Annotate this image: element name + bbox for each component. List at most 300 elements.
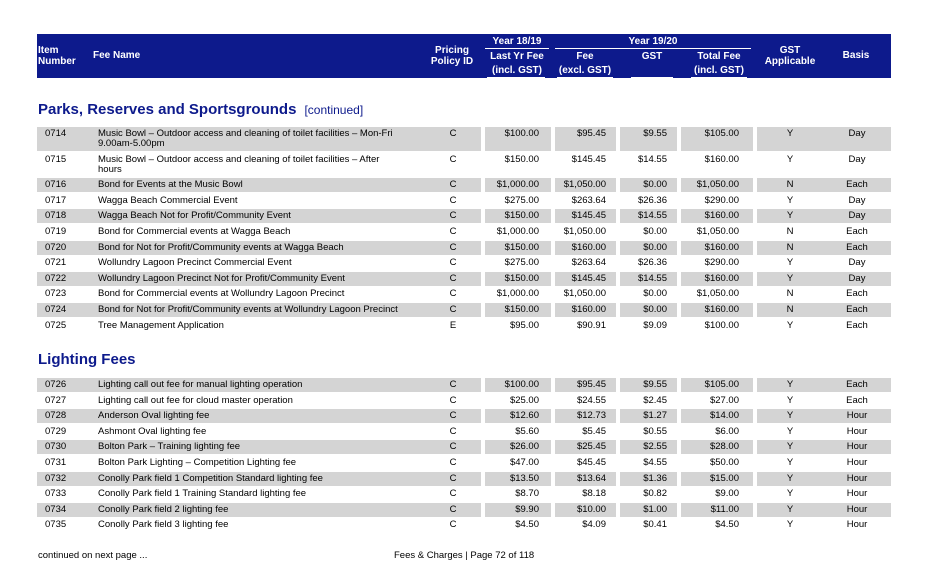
cell-gst-applicable: Y <box>786 194 794 206</box>
cell-last-year-fee: $100.00 <box>504 379 539 390</box>
table-row <box>37 518 891 532</box>
cell-item-number: 0731 <box>45 457 67 468</box>
column-gap <box>753 319 757 333</box>
cell-gst: $14.55 <box>637 153 667 165</box>
cell-total-fee: $14.00 <box>709 410 739 422</box>
cell-gst-applicable: N <box>786 288 794 300</box>
table-row <box>37 178 891 192</box>
cell-gst: $0.00 <box>643 304 667 315</box>
year-1920-rule <box>555 48 751 49</box>
cell-pricing-policy: C <box>449 488 457 500</box>
column-gap <box>753 472 757 486</box>
cell-item-number: 0727 <box>45 394 67 406</box>
cell-gst-applicable: N <box>786 304 794 315</box>
column-gap <box>753 378 757 392</box>
fee-name-line1: Wagga Beach Commercial Event <box>98 194 238 206</box>
fee-name-line1: Bond for Not for Profit/Community events at Wagga Beach <box>98 241 344 253</box>
fee-name-line1: Bolton Park – Training lighting fee <box>98 441 241 453</box>
cell-gst: $0.55 <box>643 425 667 437</box>
cell-item-number: 0729 <box>45 425 67 437</box>
cell-basis: Each <box>846 226 868 237</box>
cell-fee-excl-gst: $24.55 <box>576 394 606 406</box>
cell-pricing-policy: C <box>449 394 457 406</box>
cell-gst: $9.09 <box>643 319 667 331</box>
underline-fee <box>557 77 613 78</box>
cell-total-fee: $100.00 <box>704 319 739 331</box>
column-gap <box>753 194 757 208</box>
column-gap <box>753 225 757 239</box>
cell-fee-name <box>98 520 428 530</box>
header-item-line2: Number <box>38 56 76 67</box>
section-continued-label: [continued] <box>304 103 364 117</box>
cell-fee-name <box>98 442 428 452</box>
table-row <box>37 127 891 151</box>
header-fee-excl: (excl. GST) <box>558 65 612 76</box>
table-header <box>37 34 891 78</box>
column-gap <box>753 487 757 501</box>
section-title-lighting <box>38 351 136 368</box>
cell-gst: $0.00 <box>643 179 667 191</box>
cell-fee-excl-gst: $45.45 <box>576 457 606 468</box>
cell-basis: Each <box>846 379 868 390</box>
cell-total-fee: $160.00 <box>704 304 739 315</box>
cell-basis: Day <box>848 257 866 269</box>
cell-last-year-fee: $95.00 <box>509 319 539 331</box>
cell-total-fee: $1,050.00 <box>696 226 739 237</box>
cell-pricing-policy: C <box>449 210 457 222</box>
fee-name-line1: Bond for Not for Profit/Community events at Wollundry Lagoon Precinct <box>98 304 398 315</box>
fee-name-line1: Conolly Park field 2 lighting fee <box>98 503 229 515</box>
cell-gst: $0.00 <box>643 241 667 253</box>
cell-basis: Day <box>848 194 866 206</box>
cell-fee-name <box>98 505 428 515</box>
cell-fee-name <box>98 427 428 437</box>
cell-fee-name <box>98 129 428 149</box>
cell-fee-excl-gst: $5.45 <box>582 425 606 437</box>
cell-gst-applicable: Y <box>786 379 794 390</box>
cell-pricing-policy: C <box>449 241 457 253</box>
table-row <box>37 409 891 423</box>
column-gap <box>753 256 757 270</box>
cell-fee-name <box>98 243 428 253</box>
cell-total-fee: $15.00 <box>709 472 739 484</box>
header-gst: GST <box>641 51 663 62</box>
cell-gst: $1.27 <box>643 410 667 422</box>
column-gap <box>753 394 757 408</box>
cell-gst-applicable: Y <box>786 210 794 222</box>
cell-fee-name <box>98 458 428 468</box>
cell-basis: Each <box>846 304 868 315</box>
cell-gst-applicable: Y <box>786 488 794 500</box>
cell-last-year-fee: $1,000.00 <box>496 179 539 191</box>
cell-basis: Each <box>846 288 868 300</box>
cell-basis: Hour <box>846 425 868 437</box>
cell-item-number: 0722 <box>45 272 67 284</box>
column-gap <box>753 409 757 423</box>
cell-gst: $0.00 <box>643 226 667 237</box>
cell-pricing-policy: C <box>449 472 457 484</box>
header-pricing <box>428 45 476 67</box>
cell-gst: $4.55 <box>643 457 667 468</box>
cell-fee-name <box>98 305 428 315</box>
table-row <box>37 272 891 286</box>
cell-last-year-fee: $8.70 <box>515 488 539 500</box>
cell-fee-name <box>98 274 428 284</box>
table-row <box>37 225 891 239</box>
fee-name-line2: 9.00am-5.00pm <box>98 138 165 149</box>
cell-pricing-policy: C <box>449 425 457 437</box>
header-pricing-line2: Policy ID <box>430 56 474 67</box>
cell-basis: Each <box>846 241 868 253</box>
header-gst-applicable-line1: GST <box>779 45 801 56</box>
cell-gst: $9.55 <box>643 379 667 390</box>
column-gap <box>753 241 757 255</box>
cell-item-number: 0733 <box>45 488 67 500</box>
cell-total-fee: $105.00 <box>704 379 739 390</box>
footer-page-number: Fees & Charges | Page 72 of 118 <box>394 550 535 561</box>
cell-gst-applicable: Y <box>786 319 794 331</box>
cell-gst: $1.00 <box>643 503 667 515</box>
cell-basis: Each <box>846 394 868 406</box>
cell-last-year-fee: $47.00 <box>509 457 539 468</box>
header-gst-applicable <box>759 45 821 67</box>
cell-gst: $14.55 <box>637 272 667 284</box>
cell-last-year-fee: $13.50 <box>509 472 539 484</box>
table-row <box>37 456 891 470</box>
cell-pricing-policy: C <box>449 288 457 300</box>
cell-total-fee: $290.00 <box>704 194 739 206</box>
table-row <box>37 241 891 255</box>
cell-total-fee: $6.00 <box>715 425 739 437</box>
cell-fee-name <box>98 227 428 237</box>
cell-last-year-fee: $100.00 <box>504 128 539 139</box>
cell-item-number: 0728 <box>45 410 67 422</box>
header-fee-name: Fee Name <box>93 50 141 61</box>
cell-basis: Day <box>848 210 866 222</box>
cell-total-fee: $160.00 <box>704 210 739 222</box>
cell-fee-excl-gst: $25.45 <box>576 441 606 453</box>
cell-fee-excl-gst: $12.73 <box>576 410 606 422</box>
cell-pricing-policy: C <box>449 304 457 315</box>
cell-total-fee: $105.00 <box>704 128 739 139</box>
cell-item-number: 0717 <box>45 194 67 206</box>
cell-item-number: 0723 <box>45 288 67 300</box>
cell-total-fee: $1,050.00 <box>696 288 739 300</box>
cell-total-fee: $11.00 <box>710 503 739 515</box>
fee-name-line1: Music Bowl – Outdoor access and cleaning of toilet facilities – Mon-Fri <box>98 128 393 139</box>
column-gap <box>753 456 757 470</box>
cell-last-year-fee: $5.60 <box>515 425 539 437</box>
header-total: Total Fee <box>697 51 741 62</box>
cell-item-number: 0725 <box>45 319 67 331</box>
cell-pricing-policy: C <box>449 194 457 206</box>
cell-pricing-policy: C <box>449 519 457 531</box>
cell-last-year-fee: $150.00 <box>504 304 539 315</box>
section-title-parks-text: Parks, Reserves and Sportsgrounds <box>38 101 297 118</box>
cell-gst-applicable: N <box>786 241 794 253</box>
cell-fee-excl-gst: $263.64 <box>571 194 606 206</box>
cell-gst-applicable: Y <box>786 519 794 531</box>
cell-item-number: 0730 <box>45 441 67 453</box>
cell-fee-excl-gst: $263.64 <box>571 257 606 269</box>
cell-fee-excl-gst: $95.45 <box>576 128 606 139</box>
cell-last-year-fee: $150.00 <box>504 272 539 284</box>
cell-last-year-fee: $26.00 <box>509 441 539 453</box>
table-row <box>37 425 891 439</box>
cell-total-fee: $50.00 <box>709 457 739 468</box>
cell-fee-excl-gst: $145.45 <box>571 153 606 165</box>
year-1819-rule <box>485 48 549 49</box>
section-title-lighting-text: Lighting Fees <box>38 351 136 368</box>
fee-name-line1: Wagga Beach Not for Profit/Community Event <box>98 210 291 222</box>
cell-gst-applicable: Y <box>786 128 794 139</box>
table-row <box>37 503 891 517</box>
cell-gst: $2.45 <box>643 394 667 406</box>
fee-name-line1: Tree Management Application <box>98 319 224 331</box>
cell-fee-excl-gst: $95.45 <box>576 379 606 390</box>
cell-last-year-fee: $25.00 <box>509 394 539 406</box>
cell-basis: Day <box>848 153 866 165</box>
cell-basis: Each <box>846 179 868 191</box>
cell-item-number: 0715 <box>45 153 67 165</box>
cell-gst-applicable: Y <box>786 503 794 515</box>
cell-gst: $26.36 <box>637 257 667 269</box>
cell-pricing-policy: C <box>449 257 457 269</box>
fee-name-line1: Conolly Park field 1 Training Standard lighting fee <box>98 488 307 500</box>
cell-last-year-fee: $4.50 <box>515 519 539 531</box>
cell-last-year-fee: $275.00 <box>504 257 539 269</box>
fee-name-line1: Wollundry Lagoon Precinct Commercial Event <box>98 257 292 269</box>
cell-fee-excl-gst: $8.18 <box>582 488 606 500</box>
cell-pricing-policy: E <box>449 319 457 331</box>
header-fee: Fee <box>576 51 594 62</box>
table-row <box>37 256 891 270</box>
fee-name-line1: Lighting call out fee for manual lighting operation <box>98 379 303 390</box>
cell-last-year-fee: $1,000.00 <box>496 226 539 237</box>
cell-item-number: 0714 <box>45 128 67 139</box>
cell-item-number: 0726 <box>45 379 67 390</box>
cell-fee-name <box>98 155 428 175</box>
cell-basis: Hour <box>846 519 868 531</box>
cell-basis: Hour <box>846 441 868 453</box>
header-gst-applicable-line2: Applicable <box>764 56 816 67</box>
cell-item-number: 0735 <box>45 519 67 531</box>
cell-basis: Hour <box>846 457 868 468</box>
cell-total-fee: $9.00 <box>715 488 739 500</box>
cell-basis: Each <box>846 319 868 331</box>
cell-gst-applicable: Y <box>786 410 794 422</box>
cell-pricing-policy: C <box>449 503 457 515</box>
cell-fee-name <box>98 396 428 406</box>
section-title-parks <box>38 101 363 118</box>
fee-name-line1: Bolton Park Lighting – Competition Lighting fee <box>98 457 297 468</box>
cell-item-number: 0734 <box>45 503 67 515</box>
cell-last-year-fee: $150.00 <box>504 210 539 222</box>
fee-name-line2: hours <box>98 163 122 175</box>
cell-fee-name <box>98 258 428 268</box>
table-row <box>37 194 891 208</box>
cell-item-number: 0721 <box>45 257 67 269</box>
cell-basis: Day <box>848 272 866 284</box>
cell-basis: Hour <box>846 488 868 500</box>
cell-fee-excl-gst: $1,050.00 <box>563 288 606 300</box>
header-year-1819: Year 18/19 <box>492 36 542 47</box>
cell-fee-name <box>98 411 428 421</box>
footer-continued: continued on next page ... <box>38 550 148 561</box>
cell-pricing-policy: C <box>449 410 457 422</box>
header-year-1920: Year 19/20 <box>628 36 678 47</box>
table-row <box>37 378 891 392</box>
column-gap <box>753 303 757 317</box>
column-gap <box>753 440 757 454</box>
cell-fee-name <box>98 289 428 299</box>
column-gap <box>753 272 757 286</box>
cell-fee-name <box>98 489 428 499</box>
cell-gst-applicable: Y <box>786 153 794 165</box>
cell-item-number: 0716 <box>45 179 67 191</box>
fee-name-line1: Anderson Oval lighting fee <box>98 410 210 422</box>
cell-total-fee: $160.00 <box>704 241 739 253</box>
table-row <box>37 153 891 177</box>
cell-gst: $2.55 <box>643 441 667 453</box>
cell-fee-name <box>98 474 428 484</box>
cell-basis: Hour <box>846 410 868 422</box>
cell-last-year-fee: $150.00 <box>504 241 539 253</box>
cell-pricing-policy: C <box>449 128 457 139</box>
cell-gst-applicable: Y <box>786 394 794 406</box>
table-row <box>37 472 891 486</box>
cell-gst-applicable: Y <box>786 441 794 453</box>
cell-fee-name <box>98 196 428 206</box>
column-gap <box>753 209 757 223</box>
header-total-incl: (incl. GST) <box>694 65 744 76</box>
table-row <box>37 287 891 301</box>
underline-last <box>487 77 545 78</box>
cell-pricing-policy: C <box>449 179 457 191</box>
cell-total-fee: $160.00 <box>704 272 739 284</box>
cell-fee-excl-gst: $145.45 <box>571 210 606 222</box>
cell-fee-name <box>98 321 428 331</box>
cell-last-year-fee: $275.00 <box>504 194 539 206</box>
cell-gst: $9.55 <box>643 128 667 139</box>
cell-basis: Hour <box>846 503 868 515</box>
cell-fee-excl-gst: $145.45 <box>571 272 606 284</box>
cell-fee-excl-gst: $1,050.00 <box>563 226 606 237</box>
table-row <box>37 440 891 454</box>
cell-total-fee: $28.00 <box>709 441 739 453</box>
header-item-line1: Item <box>38 45 59 56</box>
fee-name-line1: Conolly Park field 3 lighting fee <box>98 519 229 531</box>
cell-pricing-policy: C <box>449 226 457 237</box>
cell-last-year-fee: $9.90 <box>515 503 539 515</box>
fee-name-line1: Bond for Commercial events at Wagga Beach <box>98 226 291 237</box>
header-last-yr-incl: (incl. GST) <box>492 65 542 76</box>
cell-fee-excl-gst: $13.64 <box>576 472 606 484</box>
column-gap <box>753 127 757 151</box>
table-row <box>37 487 891 501</box>
header-last-yr: Last Yr Fee <box>490 51 544 62</box>
cell-item-number: 0719 <box>45 226 67 237</box>
cell-basis: Hour <box>846 472 868 484</box>
cell-fee-excl-gst: $90.91 <box>576 319 606 331</box>
cell-total-fee: $27.00 <box>709 394 739 406</box>
fee-name-line1: Wollundry Lagoon Precinct Not for Profit/Community Event <box>98 272 345 284</box>
fee-name-line1: Music Bowl – Outdoor access and cleaning of toilet facilities – After <box>98 153 380 165</box>
fee-name-line1: Bond for Commercial events at Wollundry Lagoon Precinct <box>98 288 345 300</box>
cell-gst: $0.41 <box>643 519 667 531</box>
underline-gst <box>631 77 673 78</box>
cell-item-number: 0724 <box>45 304 67 315</box>
column-gap <box>753 425 757 439</box>
cell-pricing-policy: C <box>449 272 457 284</box>
cell-fee-excl-gst: $1,050.00 <box>563 179 606 191</box>
column-gap <box>753 153 757 177</box>
fee-name-line1: Ashmont Oval lighting fee <box>98 425 207 437</box>
cell-gst: $0.00 <box>643 288 667 300</box>
cell-fee-name <box>98 180 428 190</box>
cell-total-fee: $1,050.00 <box>696 179 739 191</box>
column-gap <box>753 518 757 532</box>
cell-gst-applicable: Y <box>786 272 794 284</box>
cell-fee-name <box>98 380 428 390</box>
fee-name-line1: Lighting call out fee for cloud master operation <box>98 394 293 406</box>
table-row <box>37 303 891 317</box>
cell-last-year-fee: $12.60 <box>509 410 539 422</box>
cell-basis: Day <box>848 128 866 139</box>
table-row <box>37 394 891 408</box>
cell-total-fee: $290.00 <box>704 257 739 269</box>
header-pricing-line1: Pricing <box>435 45 469 56</box>
cell-gst-applicable: N <box>786 179 794 191</box>
cell-gst: $14.55 <box>637 210 667 222</box>
column-gap <box>753 178 757 192</box>
header-item <box>38 45 76 67</box>
cell-gst-applicable: N <box>786 226 794 237</box>
cell-fee-name <box>98 211 428 221</box>
cell-fee-excl-gst: $10.00 <box>576 503 606 515</box>
table-row <box>37 319 891 333</box>
cell-item-number: 0732 <box>45 472 67 484</box>
cell-gst-applicable: Y <box>786 457 794 468</box>
cell-pricing-policy: C <box>449 457 457 468</box>
cell-pricing-policy: C <box>449 153 457 165</box>
cell-pricing-policy: C <box>449 441 457 453</box>
cell-fee-excl-gst: $4.09 <box>582 519 606 531</box>
column-gap <box>753 503 757 517</box>
underline-total <box>691 77 747 78</box>
cell-fee-excl-gst: $160.00 <box>571 241 606 253</box>
cell-item-number: 0720 <box>45 241 67 253</box>
cell-gst: $26.36 <box>637 194 667 206</box>
cell-gst: $0.82 <box>643 488 667 500</box>
cell-gst: $1.36 <box>643 472 667 484</box>
cell-fee-excl-gst: $160.00 <box>571 304 606 315</box>
cell-last-year-fee: $150.00 <box>504 153 539 165</box>
column-gap <box>753 287 757 301</box>
cell-total-fee: $160.00 <box>704 153 739 165</box>
cell-pricing-policy: C <box>449 379 457 390</box>
header-basis: Basis <box>842 50 870 61</box>
cell-gst-applicable: Y <box>786 257 794 269</box>
table-row <box>37 209 891 223</box>
cell-item-number: 0718 <box>45 210 67 222</box>
cell-gst-applicable: Y <box>786 472 794 484</box>
cell-total-fee: $4.50 <box>715 519 739 531</box>
fee-name-line1: Bond for Events at the Music Bowl <box>98 179 243 191</box>
fee-name-line1: Conolly Park field 1 Competition Standard lighting fee <box>98 472 323 484</box>
cell-gst-applicable: Y <box>786 425 794 437</box>
cell-last-year-fee: $1,000.00 <box>496 288 539 300</box>
